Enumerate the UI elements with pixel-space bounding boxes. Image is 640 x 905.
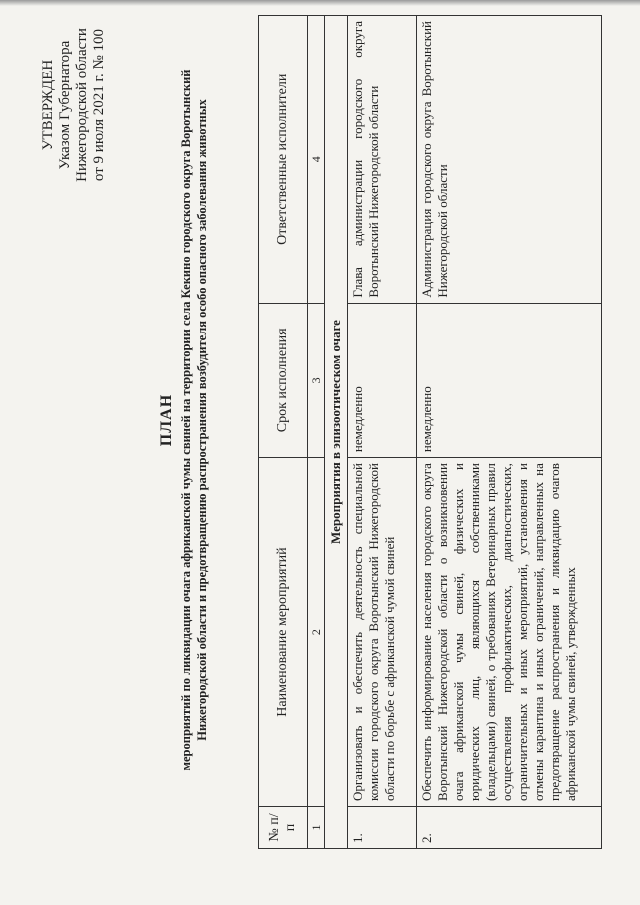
title-subtitle: мероприятий по ликвидации очага африканской чумы свиней на территории села Кекино городского округа Воротынский Нижегородской области и предотвращению распространения возбудителя особо опасного заболевания животных: [179, 69, 209, 771]
row-action: Организовать и обеспечить деятельность специальной комиссии городского округа Воротынский Нижегородской области по борьбе с африканской чумой свиней: [348, 458, 417, 807]
approval-line-2: Указом Губернатора: [57, 40, 73, 170]
header-executor: Ответственные исполнители: [259, 16, 308, 304]
row-executor: Администрация городского округа Воротынский Нижегородской области: [417, 16, 602, 304]
row-executor: Глава администрации городского округа Воротынский Нижегородской области: [348, 16, 417, 304]
table-row: [348, 16, 417, 849]
approval-line-1: УТВЕРЖДЕН: [40, 59, 56, 151]
document-title: [158, 55, 210, 785]
column-number: 1: [308, 807, 325, 849]
row-term: немедленно: [348, 303, 417, 458]
row-term: немедленно: [417, 303, 602, 458]
column-number: 2: [308, 458, 325, 807]
column-number: 4: [308, 16, 325, 304]
plan-table: [258, 15, 602, 849]
column-number: 3: [308, 303, 325, 458]
table-row: [417, 16, 602, 849]
header-num: № п/п: [259, 807, 308, 849]
row-num: 1.: [348, 807, 417, 849]
column-number-row: [308, 16, 325, 849]
table-header-row: [259, 16, 308, 849]
row-action: Обеспечить информирование населения городского округа Воротынский Нижегородской области о возникновении очага африканской чумы свиней, физических и юридических лиц, являющихся собственниками (владельцами) свиней, о требованиях Ветеринарных правил осуществления профилактических, диагностических, ограничительных и иных мероприятий, установления и отмены карантина и иных ограничений, направленных на предотвращение распространения и ликвидацию очагов африканской чумы свиней, утвержденных: [417, 458, 602, 807]
approval-stamp: [40, 5, 108, 205]
header-action: Наименование мероприятий: [259, 458, 308, 807]
header-term: Срок исполнения: [259, 303, 308, 458]
section-title: Мероприятия в эпизоотическом очаге: [325, 16, 348, 849]
section-row: [325, 16, 348, 849]
row-num: 2.: [417, 807, 602, 849]
approval-line-4: от 9 июля 2021 г. № 100: [91, 28, 107, 182]
title-heading: ПЛАН: [158, 393, 175, 447]
approval-line-3: Нижегородской области: [74, 28, 90, 182]
